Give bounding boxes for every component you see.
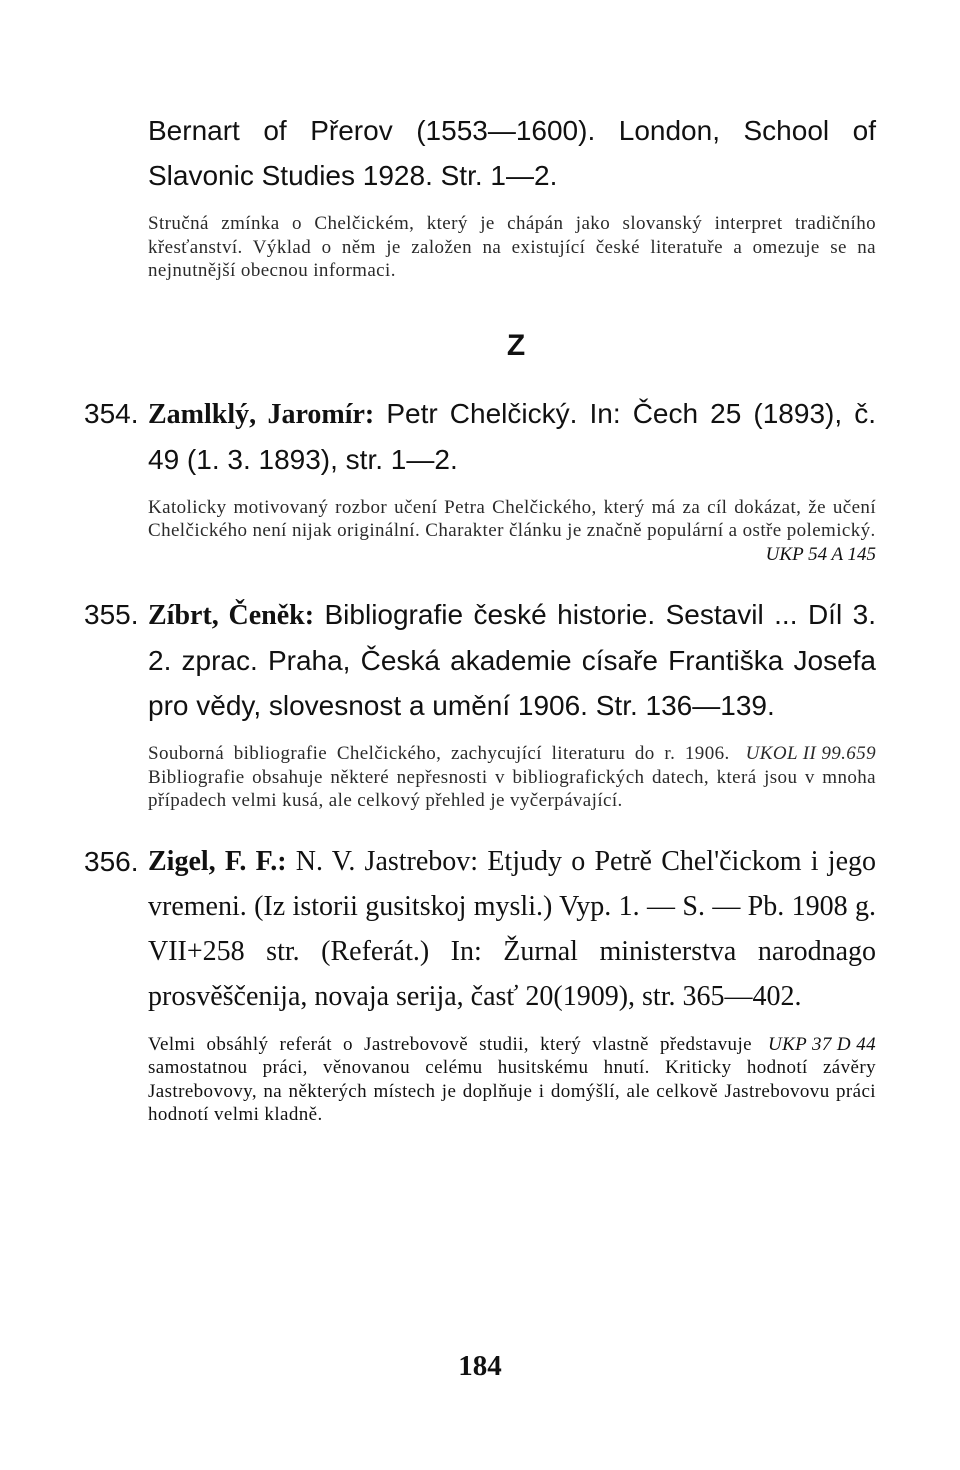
entry-author: Zíbrt, Čeněk: [148,600,315,631]
page-body [84,108,876,1127]
entry-annotation-text: Souborná bibliografie Chelčického, zachycující literaturu do r. 1906. Bibliografie obsahuje některé nepřesnosti v bibliografických datech, která jsou v mnoha případech velmi kusá, ale celkový přehled je vyčerpávající. [148,743,876,811]
prev-entry [148,108,876,283]
entry-signature: UKP 54 A 145 [765,543,876,565]
entry-title: Bibliografie české historie. Sestavil ... Díl 3. 2. zprac. Praha, Česká akademie císaře Františka Josefa pro vědy, slovesnost a umění 1906. Str. 136—139. [148,599,876,721]
entry-number: 356. [84,845,139,877]
entry-annotation: Katolicky motivovaný rozbor učení Petra Chelčického, který má za cíl dokázat, že učení Chelčického není nijak originální. Charakter článku je značně populární a ostře polemický. [148,496,876,541]
entry-356 [84,839,876,1127]
entry-354 [84,391,876,567]
section-letter: Z [506,328,526,362]
entry-annotation [148,1033,876,1127]
entry-citation [148,391,876,482]
entry-title: Petr Chelčický. In: Čech 25 (1893), č. 49 (1. 3. 1893), str. 1—2. [148,397,876,475]
entry-355 [84,592,876,813]
entry-title: N. V. Jastrebov: Etjudy o Petrě Chel'čickom i jego vremeni. (Iz istorii gusitskoj mysli.) Vyp. 1. — S. — Pb. 1908 g. VII+258 str. (Referát.) In: Žurnal ministerstva narodnago prosvěščenija, novaja serija, časť 20(1909), str. 365—402. [148,845,876,1012]
page-number: 184 [458,1350,502,1382]
entry-signature: UKP 37 D 44 [767,1033,876,1055]
entry-annotation [148,742,876,813]
prev-entry-citation: Bernart of Přerov (1553—1600). London, School of Slavonic Studies 1928. Str. 1—2. [148,115,876,191]
entry-citation [148,839,876,1019]
prev-entry-annotation: Stručná zmínka o Chelčickém, který je chápán jako slovanský interpret tradičního křesťanství. Výklad o něm je založen na existující české literatuře a omezuje se na nejnutnější obecnou informaci. [148,213,876,281]
entry-signature: UKOL II 99.659 [745,743,876,764]
entry-number: 355. [84,599,139,630]
entry-annotation-text: Velmi obsáhlý referát o Jastrebovově studii, který vlastně představuje samostatnou práci, věnovanou celému husitskému hnutí. Kriticky hodnotí závěry Jastrebovovy, na některých místech je doplňuje i domýšlí, ale celkově Jastrebovovu práci hodnotí velmi kladně. [148,1033,876,1125]
entry-author: Zigel, F. F.: [148,845,287,877]
entry-citation [148,592,876,728]
entry-number: 354. [84,397,139,429]
entry-author: Zamlklý, Jaromír: [148,398,375,430]
